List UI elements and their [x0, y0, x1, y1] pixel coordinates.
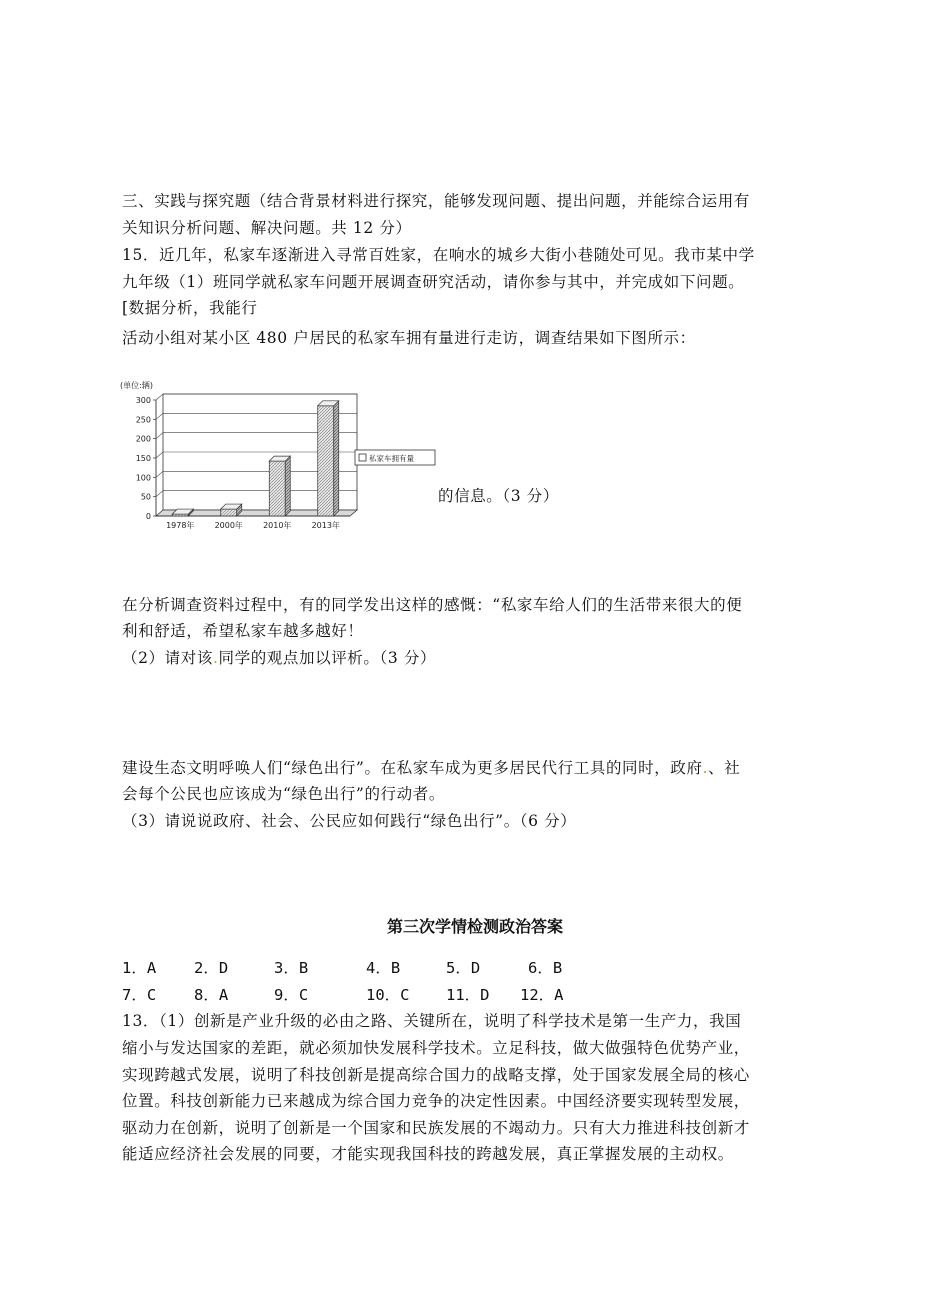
q15-line4: 活动小组对某小区 480 户居民的私家车拥有量进行走访，调查结果如下图所示： [122, 329, 696, 347]
answer-item: 4．B [366, 959, 401, 977]
edit-marker: . [212, 649, 219, 667]
answer-item: 12．A [520, 986, 564, 1004]
chart-legend [355, 450, 435, 465]
chart-bar-front [318, 406, 334, 516]
chart-y-tick-labels [136, 396, 156, 521]
q15-part2-b: 同学的观点加以评析。（3 分） [218, 649, 437, 667]
answer-item: 10．C [366, 986, 410, 1004]
chart-bar [318, 401, 339, 516]
answer-item: 3．B [274, 959, 309, 977]
q15-part1-visible: 的信息。（3 分） [438, 487, 559, 505]
q13-line: 缩小与发达国家的差距，就必须加快发展科学技术。立足科技，做大做强特色优势产业， [122, 1039, 750, 1057]
legend-swatch [359, 454, 366, 461]
q15-para3-line1-b: 、社 [708, 759, 741, 777]
chart-x-tick-label: 1978年 [166, 521, 195, 530]
answer-item: 7．C [122, 986, 157, 1004]
chart-x-tick-label: 2013年 [311, 521, 340, 530]
chart-y-tick-label: 300 [135, 396, 151, 405]
chart-x-tick-labels [166, 520, 340, 530]
q15-para2-line1: 在分析调查资料过程中，有的同学发出这样的感慨：“私家车给人们的生活带来很大的便 [122, 596, 743, 614]
q13-line: 13．（1）创新是产业升级的必由之路、关键所在，说明了科学技术是第一生产力，我国 [122, 1012, 742, 1030]
answer-item: 9．C [274, 986, 309, 1004]
q13-line: 位置。科技创新能力已来越成为综合国力竞争的决定性因素。中国经济要实现转型发展， [122, 1092, 750, 1110]
q15-line1: 15．近几年，私家车逐渐进入寻常百姓家，在响水的城乡大街小巷随处可见。我市某中学 [122, 246, 755, 264]
q15-line3: [数据分析，我能行 [122, 299, 258, 317]
chart-unit-label: (单位:辆) [120, 381, 153, 390]
chart-y-tick-label: 0 [145, 512, 151, 521]
answer-item: 2．D [194, 959, 229, 977]
q13-line: 驱动力在创新，说明了创新是一个国家和民族发展的不竭动力。只有大力推进科技创新才 [122, 1119, 750, 1137]
legend-label: 私家车拥有量 [369, 454, 414, 463]
chart-bar-front [221, 509, 237, 516]
chart-bar [269, 456, 290, 516]
chart-y-tick-label: 200 [135, 434, 151, 444]
chart-bar-front [269, 461, 285, 516]
chart-bar-side [285, 456, 290, 516]
answer-item: 6．B [528, 959, 563, 977]
answer-item: 8．A [194, 986, 229, 1004]
chart-y-tick-label: 150 [135, 454, 151, 463]
q15-para3-line2: 会每个公民也应该成为“绿色出行”的行动者。 [122, 785, 445, 803]
q15-para3-line1-a: 建设生态文明呼唤人们“绿色出行”。在私家车成为更多居民代行工具的同时，政府 [122, 759, 703, 777]
q15-part2 [122, 647, 436, 669]
q15-part3: （3）请说说政府、社会、公民应如何践行“绿色出行”。（6 分） [122, 812, 577, 830]
q15-part2-a: （2）请对该 [122, 649, 213, 667]
chart-bar [221, 504, 242, 516]
chart-x-tick-label: 2010年 [263, 521, 292, 530]
answer-item: 5．D [446, 959, 481, 977]
edit-marker: . [702, 759, 709, 777]
answer-item: 1．A [122, 959, 157, 977]
q15-para3-line1 [122, 757, 740, 779]
chart-y-tick-label: 100 [135, 473, 151, 483]
chart-x-tick-label: 2000年 [214, 521, 243, 530]
chart-y-tick-label: 50 [140, 492, 151, 502]
private-car-bar-chart [118, 378, 448, 540]
section3-heading-line2: 关知识分析问题、解决问题。共 12 分） [122, 219, 412, 237]
answer-item: 11．D [446, 986, 490, 1004]
answers-title: 第三次学情检测政治答案 [386, 917, 563, 936]
section3-heading-line1: 三、实践与探究题（结合背景材料进行探究，能够发现问题、提出问题，并能综合运用有 [122, 192, 750, 210]
chart-y-tick-label: 250 [135, 415, 151, 425]
q13-line: 能适应经济社会发展的同要，才能实现我国科技的跨越发展，真正掌握发展的主动权。 [122, 1145, 734, 1163]
q15-para2-line2: 利和舒适，希望私家车越多越好！ [122, 622, 364, 640]
q15-line2: 九年级（1）班同学就私家车问题开展调查研究活动，请你参与其中，并完成如下问题。 [122, 273, 745, 291]
q13-line: 实现跨越式发展，说明了科技创新是提高综合国力的战略支撑，处于国家发展全局的核心 [122, 1066, 750, 1084]
chart-bar-side [334, 401, 339, 516]
